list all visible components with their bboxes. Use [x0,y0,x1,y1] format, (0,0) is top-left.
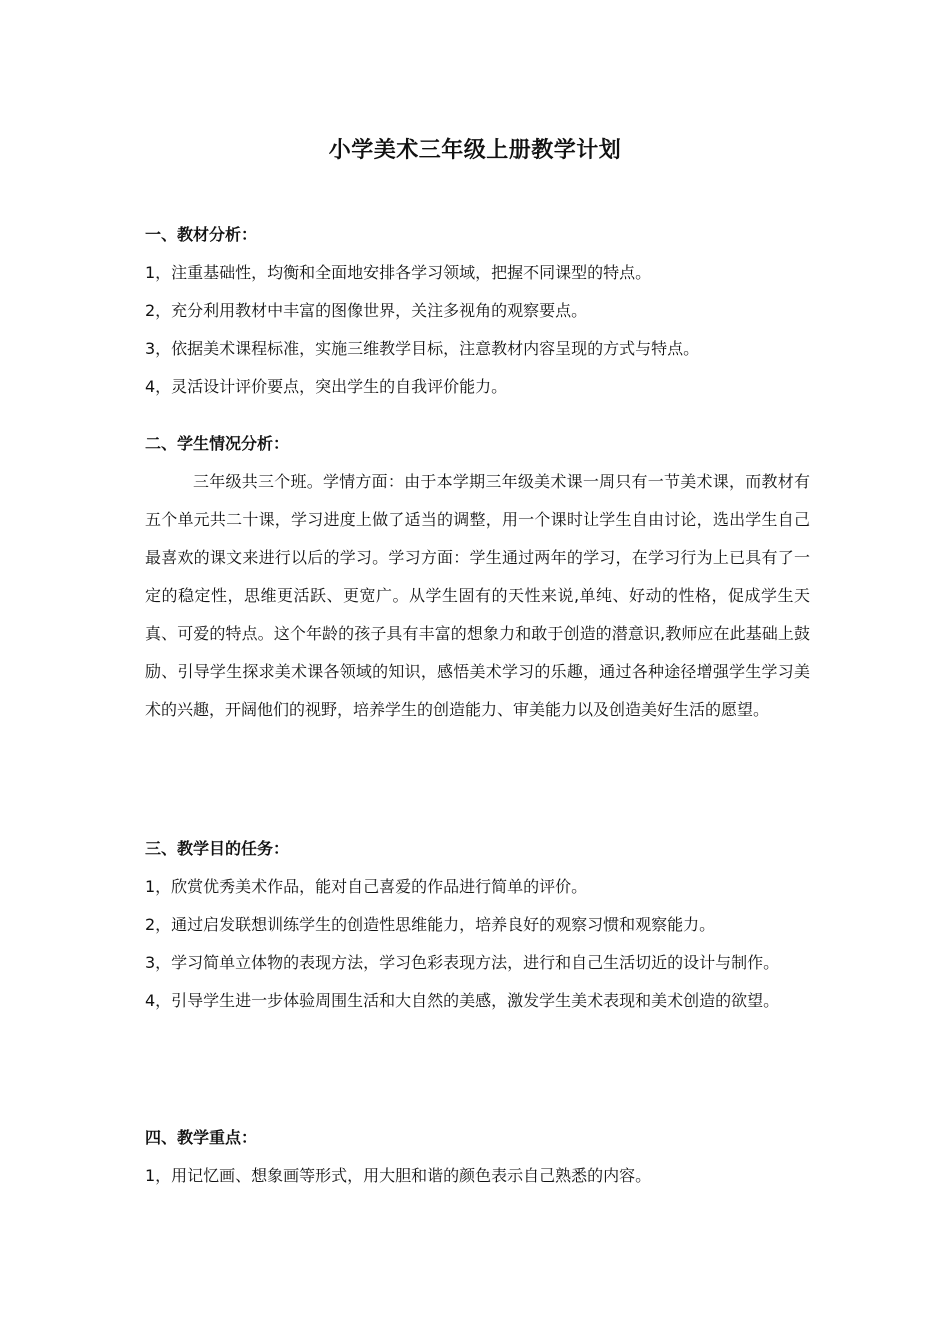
list-item: 1，欣赏优秀美术作品，能对自己喜爱的作品进行简单的评价。 [145,877,588,896]
list-item: 4，引导学生进一步体验周围生活和大自然的美感，激发学生美术表现和美术创造的欲望。 [145,991,780,1010]
list-item: 3，学习简单立体物的表现方法，学习色彩表现方法，进行和自己生活切近的设计与制作。 [145,953,780,972]
list-item: 2，通过启发联想训练学生的创造性思维能力，培养良好的观察习惯和观察能力。 [145,915,716,934]
section-teaching-goals [145,830,810,1020]
list-item: 3，依据美术课程标准，实施三维教学目标，注意教材内容呈现的方式与特点。 [145,339,700,358]
section-heading: 二、学生情况分析： [145,434,290,453]
paragraph: 三年级共三个班。学情方面：由于本学期三年级美术课一周只有一节美术课，而教材有五个单元共二十课，学习进度上做了适当的调整，用一个课时让学生自由讨论，选出学生自己最喜欢的课文来进行以后的学习。学习方面：学生通过两年的学习，在学习行为上已具有了一定的稳定性，思维更活跃、更宽广。从学生固有的天性来说,单纯、好动的性格，促成学生天真、可爱的特点。这个年龄的孩子具有丰富的想象力和敢于创造的潜意识,教师应在此基础上鼓励、引导学生探求美术课各领域的知识，感悟美术学习的乐趣，通过各种途径增强学生学习美术的兴趣，开阔他们的视野，培养学生的创造能力、审美能力以及创造美好生活的愿望。 [145,472,810,719]
list-item: 4，灵活设计评价要点，突出学生的自我评价能力。 [145,377,508,396]
section-teaching-focus [145,1119,810,1195]
list-item: 2，充分利用教材中丰富的图像世界，关注多视角的观察要点。 [145,301,588,320]
section-heading: 一、教材分析： [145,225,258,244]
list-item: 1，用记忆画、想象画等形式，用大胆和谐的颜色表示自己熟悉的内容。 [145,1166,652,1185]
section-heading: 三、教学目的任务： [145,839,290,858]
section-heading: 四、教学重点： [145,1128,258,1147]
page-title: 小学美术三年级上册教学计划 [328,138,622,163]
section-textbook-analysis [145,216,810,406]
list-item: 1，注重基础性，均衡和全面地安排各学习领域，把握不同课型的特点。 [145,263,652,282]
section-student-analysis [145,425,810,729]
